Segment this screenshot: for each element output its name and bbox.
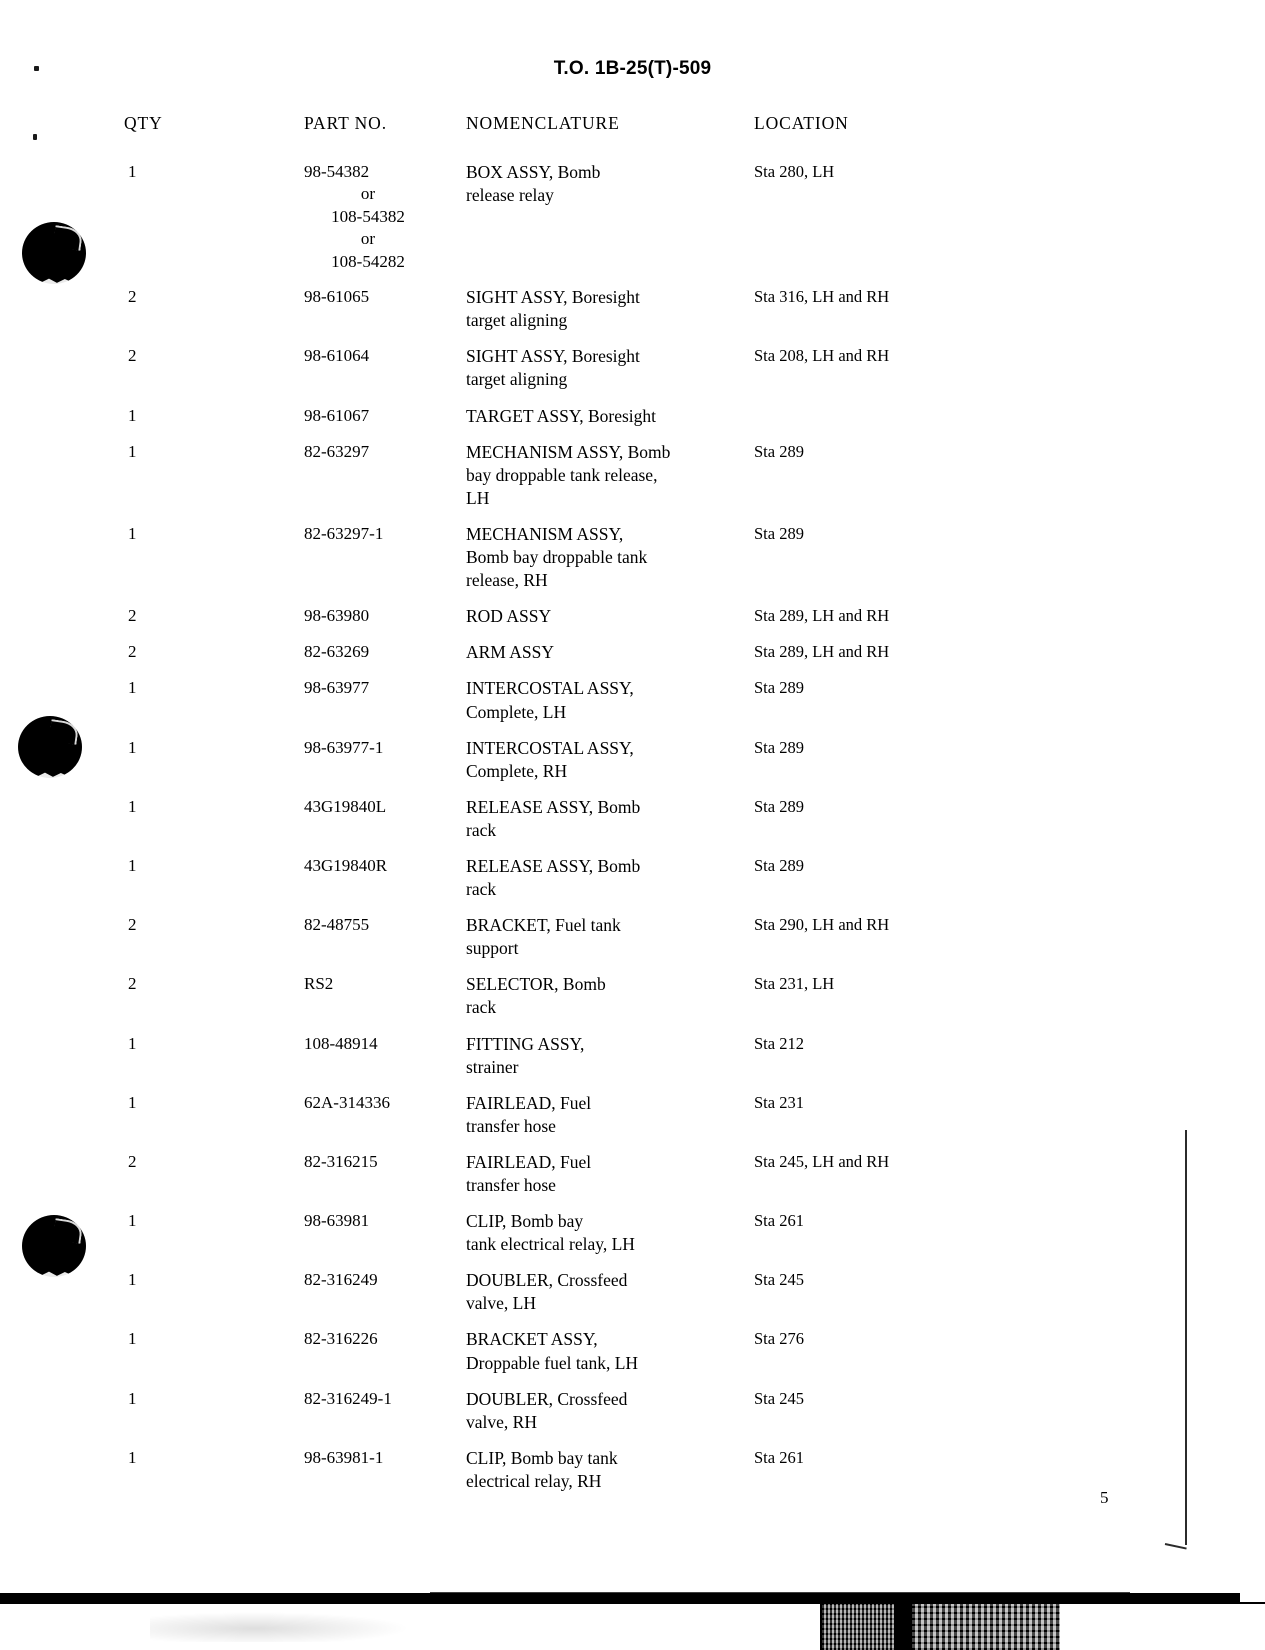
nomenclature-line: DOUBLER, Crossfeed (466, 1388, 628, 1409)
cell-location: Sta 276 (754, 1329, 804, 1349)
cell-nomenclature (466, 640, 738, 676)
table-row (118, 1150, 1018, 1209)
table-row (118, 604, 1018, 640)
cell-qty: 1 (128, 1033, 137, 1053)
nomenclature-line: MECHANISM ASSY, (466, 523, 624, 544)
table-row (118, 854, 1018, 913)
page-number: 5 (1100, 1488, 1109, 1507)
cell-part-no (266, 440, 466, 522)
cell-qty: 2 (128, 1151, 137, 1171)
cell-location: Sta 289, LH and RH (754, 642, 890, 662)
part-number: 82-63297-1 (304, 523, 384, 543)
table-row (118, 1032, 1018, 1091)
cell-nomenclature (466, 1268, 738, 1327)
nomenclature-line: transfer hose (466, 1175, 556, 1195)
cell-part-no (266, 1387, 466, 1446)
cell-part-no (266, 1209, 466, 1268)
table-header-row (118, 112, 1018, 160)
nomenclature-line: DOUBLER, Crossfeed (466, 1270, 628, 1291)
cell-nomenclature (466, 1209, 738, 1268)
cell-part-no (266, 1091, 466, 1150)
cell-location: Sta 245 (754, 1388, 804, 1408)
cell-qty: 1 (128, 678, 137, 698)
cell-qty: 2 (128, 974, 137, 994)
table-row (118, 1091, 1018, 1150)
cell-qty: 1 (128, 1092, 137, 1112)
cell-nomenclature (466, 972, 738, 1031)
part-number-separator: or (360, 229, 376, 249)
part-number: 43G19840L (304, 796, 387, 816)
hole-punch-mark (22, 1215, 86, 1277)
nomenclature-line: SELECTOR, Bomb (466, 974, 606, 995)
cell-qty: 1 (128, 441, 137, 461)
part-number: RS2 (304, 974, 334, 994)
part-number: 98-63981-1 (304, 1447, 384, 1467)
cell-part-no (266, 1150, 466, 1209)
cell-location: Sta 261 (754, 1211, 804, 1231)
part-number-alternate: 108-54282 (331, 251, 405, 271)
cell-location: Sta 289 (754, 678, 804, 698)
nomenclature-line: release relay (466, 185, 554, 206)
nomenclature-line: bay droppable tank release, (466, 464, 658, 485)
cell-location: Sta 245 (754, 1270, 804, 1290)
part-number: 82-316249-1 (304, 1388, 392, 1408)
cell-nomenclature (466, 1446, 738, 1505)
nomenclature-line: RELEASE ASSY, Bomb (466, 796, 641, 817)
nomenclature-line: strainer (466, 1056, 519, 1077)
cell-location: Sta 245, LH and RH (754, 1151, 890, 1171)
cell-qty: 1 (128, 796, 137, 816)
cell-qty: 1 (128, 737, 137, 757)
table-row (118, 1387, 1018, 1446)
nomenclature-line: Complete, LH (466, 701, 567, 722)
cell-qty: 1 (128, 1329, 137, 1349)
part-number: 98-61064 (304, 346, 370, 366)
table-row (118, 344, 1018, 403)
hole-punch-mark (22, 222, 86, 284)
table-row (118, 795, 1018, 854)
column-header-location: LOCATION (754, 113, 849, 133)
cell-qty: 1 (128, 1388, 137, 1408)
table-row (118, 676, 1018, 735)
cell-location: Sta 208, LH and RH (754, 346, 890, 366)
nomenclature-line: RELEASE ASSY, Bomb (466, 855, 641, 876)
column-header-part-no: PART NO. (304, 113, 387, 133)
scan-artifact-smudge (150, 1612, 410, 1642)
part-number: 82-316215 (304, 1151, 378, 1171)
page-edge-corner (1165, 1543, 1187, 1550)
part-number: 82-63297 (304, 441, 370, 461)
cell-location: Sta 289 (754, 523, 804, 543)
cell-location: Sta 261 (754, 1447, 804, 1467)
page-edge-line (1185, 1130, 1187, 1545)
cell-qty: 2 (128, 642, 137, 662)
part-number: 82-48755 (304, 915, 370, 935)
parts-table-body (118, 160, 1018, 1505)
cell-qty: 1 (128, 162, 137, 181)
cell-qty: 1 (128, 1447, 137, 1467)
scan-artifact-smudge (822, 1604, 894, 1650)
nomenclature-line: TARGET ASSY, Boresight (466, 405, 656, 426)
cell-location: Sta 289 (754, 441, 804, 461)
table-row (118, 522, 1018, 604)
cell-location: Sta 231 (754, 1092, 804, 1112)
column-header-nomenclature: NOMENCLATURE (466, 113, 620, 133)
nomenclature-line: target aligning (466, 310, 568, 331)
nomenclature-line: release, RH (466, 570, 548, 591)
nomenclature-line: tank electrical relay, LH (466, 1234, 635, 1255)
cell-nomenclature (466, 1327, 738, 1386)
cell-location: Sta 289 (754, 855, 804, 875)
part-number: 98-61065 (304, 287, 370, 307)
scan-speck (33, 134, 37, 140)
cell-location: Sta 290, LH and RH (754, 915, 890, 935)
cell-nomenclature (466, 913, 738, 972)
part-number-alternate: 108-54382 (331, 206, 405, 226)
scan-artifact-bar (0, 1593, 1240, 1602)
part-number: 98-63980 (304, 606, 370, 626)
part-number: 98-63981 (304, 1211, 370, 1231)
nomenclature-line: rack (466, 879, 497, 900)
cell-qty: 2 (128, 606, 137, 626)
cell-part-no (266, 1327, 466, 1386)
cell-location: Sta 212 (754, 1033, 804, 1053)
part-number: 98-63977 (304, 678, 370, 698)
part-number: 108-48914 (304, 1033, 378, 1053)
nomenclature-line: BRACKET, Fuel tank (466, 915, 621, 936)
cell-qty: 1 (128, 405, 137, 425)
nomenclature-line: rack (466, 997, 497, 1018)
cell-part-no (266, 1268, 466, 1327)
cell-location (738, 404, 1018, 440)
cell-part-no (266, 1032, 466, 1091)
table-row (118, 913, 1018, 972)
nomenclature-line: MECHANISM ASSY, Bomb (466, 441, 671, 462)
table-row (118, 1209, 1018, 1268)
part-number: 62A-314336 (304, 1092, 390, 1112)
cell-part-no (266, 285, 466, 344)
cell-nomenclature (466, 854, 738, 913)
scan-artifact-gap (0, 1604, 820, 1650)
nomenclature-line: transfer hose (466, 1115, 556, 1136)
cell-qty: 1 (128, 1270, 137, 1290)
nomenclature-line: CLIP, Bomb bay tank (466, 1447, 618, 1468)
part-number: 98-54382 (304, 162, 370, 181)
cell-nomenclature (466, 1387, 738, 1446)
hole-punch-mark (18, 716, 82, 778)
part-number: 82-316249 (304, 1270, 378, 1290)
cell-location: Sta 316, LH and RH (754, 287, 890, 307)
nomenclature-line: valve, RH (466, 1411, 537, 1432)
nomenclature-line: LH (466, 487, 490, 508)
part-number: 43G19840R (304, 855, 388, 875)
cell-location: Sta 231, LH (754, 974, 835, 994)
table-row (118, 972, 1018, 1031)
cell-part-no (266, 344, 466, 403)
part-number: 82-63269 (304, 642, 370, 662)
nomenclature-line: ROD ASSY (466, 606, 552, 627)
nomenclature-line: Bomb bay droppable tank (466, 547, 648, 568)
cell-part-no (266, 676, 466, 735)
cell-nomenclature (466, 676, 738, 735)
cell-location: Sta 289 (754, 737, 804, 757)
nomenclature-line: ARM ASSY (466, 642, 555, 663)
nomenclature-line: rack (466, 819, 497, 840)
column-header-qty: QTY (124, 113, 163, 133)
nomenclature-line: support (466, 938, 519, 959)
part-number: 82-316226 (304, 1329, 378, 1349)
cell-qty: 2 (128, 346, 137, 366)
nomenclature-line: CLIP, Bomb bay (466, 1211, 584, 1232)
cell-qty: 1 (128, 523, 137, 543)
scan-artifact-gap (1060, 1604, 1265, 1650)
cell-qty: 1 (128, 1211, 137, 1231)
cell-nomenclature (466, 522, 738, 604)
table-row (118, 640, 1018, 676)
cell-qty: 1 (128, 855, 137, 875)
cell-nomenclature (466, 1091, 738, 1150)
table-row (118, 1268, 1018, 1327)
table-row (118, 1446, 1018, 1505)
cell-nomenclature (466, 440, 738, 522)
cell-nomenclature (466, 604, 738, 640)
cell-location: Sta 289 (754, 796, 804, 816)
nomenclature-line: FAIRLEAD, Fuel (466, 1151, 592, 1172)
part-number: 98-63977-1 (304, 737, 384, 757)
nomenclature-line: FITTING ASSY, (466, 1033, 585, 1054)
parts-list-table (118, 112, 1018, 1505)
cell-part-no (266, 522, 466, 604)
cell-part-no (266, 1446, 466, 1505)
cell-nomenclature (466, 285, 738, 344)
nomenclature-line: target aligning (466, 369, 568, 390)
nomenclature-line: Droppable fuel tank, LH (466, 1352, 639, 1373)
nomenclature-line: SIGHT ASSY, Boresight (466, 287, 640, 308)
cell-part-no (266, 854, 466, 913)
cell-nomenclature (466, 795, 738, 854)
table-row (118, 160, 1018, 285)
nomenclature-line: INTERCOSTAL ASSY, (466, 737, 634, 758)
cell-part-no (266, 640, 466, 676)
cell-part-no (266, 404, 466, 440)
cell-part-no (266, 913, 466, 972)
cell-nomenclature (466, 1032, 738, 1091)
table-row (118, 736, 1018, 795)
nomenclature-line: INTERCOSTAL ASSY, (466, 678, 634, 699)
cell-nomenclature (466, 160, 738, 285)
table-row (118, 285, 1018, 344)
cell-qty: 2 (128, 287, 137, 307)
nomenclature-line: valve, LH (466, 1293, 536, 1314)
cell-nomenclature (466, 1150, 738, 1209)
cell-location: Sta 289, LH and RH (754, 606, 890, 626)
nomenclature-line: FAIRLEAD, Fuel (466, 1092, 592, 1113)
nomenclature-line: electrical relay, RH (466, 1470, 602, 1491)
nomenclature-line: SIGHT ASSY, Boresight (466, 346, 640, 367)
nomenclature-line: BOX ASSY, Bomb (466, 162, 601, 182)
cell-nomenclature (466, 344, 738, 403)
cell-part-no (266, 604, 466, 640)
nomenclature-line: BRACKET ASSY, (466, 1329, 598, 1350)
cell-location: Sta 280, LH (754, 162, 835, 181)
table-row (118, 1327, 1018, 1386)
cell-qty: 2 (128, 915, 137, 935)
part-number-separator: or (360, 184, 376, 204)
cell-part-no (266, 972, 466, 1031)
scan-artifact-smudge (912, 1604, 1060, 1650)
cell-part-no (266, 160, 466, 285)
cell-part-no (266, 795, 466, 854)
cell-nomenclature (466, 736, 738, 795)
table-row (118, 404, 1018, 440)
nomenclature-line: Complete, RH (466, 760, 568, 781)
cell-part-no (266, 736, 466, 795)
table-row (118, 440, 1018, 522)
document-title: T.O. 1B-25(T)-509 (553, 58, 712, 79)
part-number: 98-61067 (304, 405, 370, 425)
cell-nomenclature (466, 404, 738, 440)
